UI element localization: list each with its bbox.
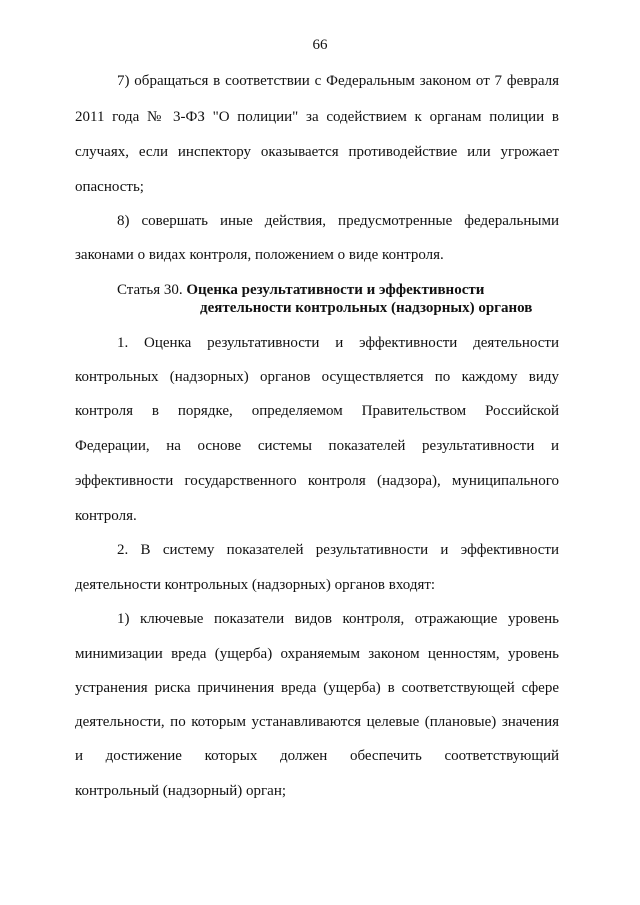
article-heading [117, 283, 484, 298]
item1-line-1: 1. Оценка результативности и эффективности деятельности [117, 335, 559, 351]
para7-line-2: 2011 года № 3-ФЗ "О полиции" за содействием к органам полиции в [75, 109, 559, 125]
article-title-line-2: деятельности контрольных (надзорных) органов [200, 300, 533, 316]
subitem1-line-6: контрольный (надзорный) орган; [75, 783, 287, 799]
para8-line-1: 8) совершать иные действия, предусмотренные федеральными [117, 213, 559, 229]
article-prefix: Статья 30. [117, 282, 183, 298]
subitem1-line-2: минимизации вреда (ущерба) охраняемым законом ценностям, уровень [75, 646, 559, 662]
item1-line-5: эффективности государственного контроля (надзора), муниципального [75, 473, 559, 489]
item1-line-4: Федерации, на основе системы показателей результативности и [75, 438, 559, 454]
item1-line-6: контроля. [75, 508, 137, 524]
subitem1-line-3: устранения риска причинения вреда (ущерба) в соответствующей сфере [75, 680, 559, 696]
para7-line-4: опасность; [75, 179, 144, 195]
article-title-continuation [200, 301, 532, 316]
para7-line-3: случаях, если инспектору оказывается противодействие или угрожает [75, 144, 559, 160]
subitem1-line-1: 1) ключевые показатели видов контроля, отражающие уровень [117, 611, 559, 627]
subitem1-line-4: деятельности, по которым устанавливаются целевые (плановые) значения [75, 714, 559, 730]
item1-line-3: контроля в порядке, определяемом Правительством Российской [75, 403, 559, 419]
subitem1-line-5: и достижение которых должен обеспечить соответствующий [75, 748, 559, 764]
item2-line-1: 2. В систему показателей результативности и эффективности [117, 542, 559, 558]
item1-line-2: контрольных (надзорных) органов осуществляется по каждому виду [75, 369, 559, 385]
para7-line-1: 7) обращаться в соответствии с Федеральным законом от 7 февраля [117, 73, 559, 89]
article-title-line-1: Оценка результативности и эффективности [186, 282, 485, 298]
para8-line-2: законами о видах контроля, положением о виде контроля. [75, 247, 444, 263]
page-number: 66 [312, 37, 328, 53]
item2-line-2: деятельности контрольных (надзорных) органов входят: [75, 577, 436, 593]
